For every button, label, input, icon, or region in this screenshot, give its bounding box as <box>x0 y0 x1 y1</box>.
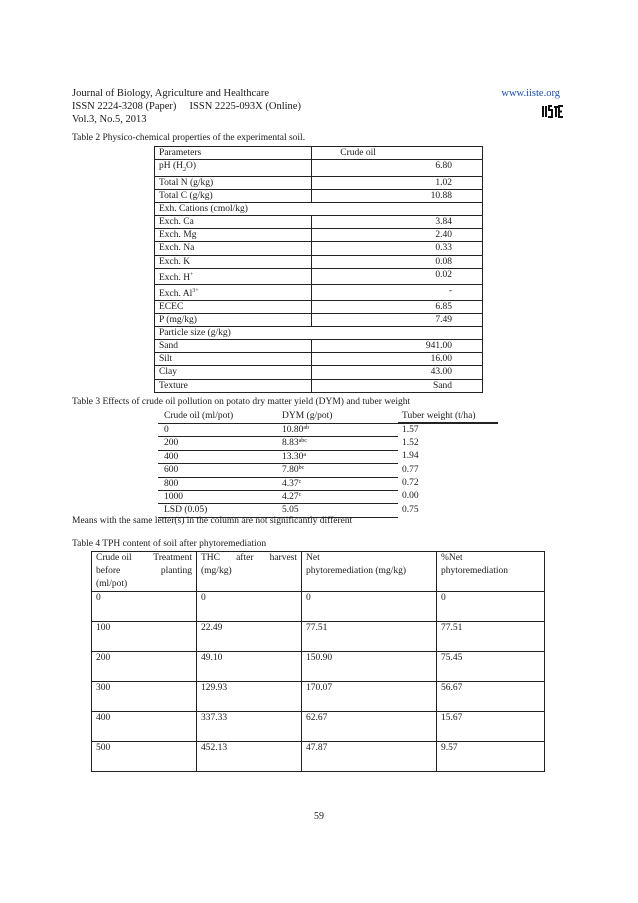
table2-param-cell: ECEC <box>155 300 312 313</box>
table3-dym-cell: 7.80$^{bc}$ <box>278 464 398 477</box>
table4-cell: 0 <box>92 592 197 622</box>
table4-cell: 500 <box>92 742 197 772</box>
table2-row <box>155 255 483 268</box>
table3-dym-cell: 13.30$^a$ <box>278 450 398 463</box>
table3-tuber-cell: 1.52 <box>402 437 419 448</box>
journal-url[interactable]: www.iiste.org <box>501 88 560 99</box>
table3-oil-cell: LSD (0.05) <box>158 504 278 517</box>
table4-cell: 77.51 <box>437 622 545 652</box>
table4-row <box>92 682 545 712</box>
table3-header-cell: Crude oil (ml/pot) <box>158 410 278 423</box>
table3-dym-cell: 4.27$^c$ <box>278 490 398 503</box>
table2-value-cell: 7.49 <box>312 314 483 327</box>
table4-cell: 300 <box>92 682 197 712</box>
table2-row <box>155 366 483 379</box>
table2-param-cell: Exch. H+ <box>155 268 312 284</box>
table3-header-cell: Tuber weight (t/ha) <box>398 410 498 423</box>
table2-row <box>155 300 483 313</box>
table4-cell: 9.57 <box>437 742 545 772</box>
table4-cell: 62.67 <box>302 712 437 742</box>
table2-value-cell: 941.00 <box>312 340 483 353</box>
table4-caption: Table 4 TPH content of soil after phytoremediation <box>72 539 267 549</box>
table2-value-cell: 0.02 <box>312 268 483 284</box>
table2-row <box>155 242 483 255</box>
table2-param-cell: Exch. Ca <box>155 216 312 229</box>
table3-oil-cell: 0 <box>158 423 278 436</box>
table2-row <box>155 268 483 284</box>
journal-title: Journal of Biology, Agriculture and Healthcare <box>72 88 270 99</box>
table4-header-row <box>92 552 545 592</box>
table4-row <box>92 742 545 772</box>
table2-param-cell: Exch. K <box>155 255 312 268</box>
table2-param-cell: Exh. Cations (cmol/kg) <box>155 203 483 216</box>
table2-row <box>155 314 483 327</box>
table2-header-parameters: Parameters <box>155 147 312 160</box>
table4-cell: 56.67 <box>437 682 545 712</box>
table4-cell: 22.49 <box>197 622 302 652</box>
table2-value-cell: 1.02 <box>312 176 483 189</box>
table3-dym-cell: 4.37$^c$ <box>278 477 398 490</box>
table4-row <box>92 592 545 622</box>
table3-row <box>158 490 498 503</box>
table2-value-cell: 43.00 <box>312 366 483 379</box>
table2-param-cell: Exch. Na <box>155 242 312 255</box>
table3-oil-cell: 1000 <box>158 490 278 503</box>
table2-row <box>155 327 483 340</box>
table4 <box>91 551 545 772</box>
table2-value-cell: 0.33 <box>312 242 483 255</box>
table3-header-cell: DYM (g/pot) <box>278 410 398 423</box>
table2-param-cell: Exch. Mg <box>155 229 312 242</box>
table4-cell: 15.67 <box>437 712 545 742</box>
table2-value-cell: - <box>312 284 483 300</box>
iiste-logo <box>541 103 563 119</box>
table2-row <box>155 203 483 216</box>
table2-param-cell: Sand <box>155 340 312 353</box>
table3-tuber-cell: 1.57 <box>402 425 419 436</box>
table2-value-cell: 0.08 <box>312 255 483 268</box>
table4-cell: 150.90 <box>302 652 437 682</box>
table4-cell: 452.13 <box>197 742 302 772</box>
table3-row <box>158 423 498 436</box>
table2-row <box>155 216 483 229</box>
table3 <box>158 410 498 518</box>
table4-header-crude-oil: Crude oil Treatment before planting (ml/pot) <box>92 552 197 592</box>
table3-dym-cell: 8.83$^{abc}$ <box>278 437 398 450</box>
table2-param-cell: Clay <box>155 366 312 379</box>
table2-row <box>155 190 483 203</box>
table2-row <box>155 176 483 189</box>
table2-row <box>155 284 483 300</box>
table2-value-cell: 2.40 <box>312 229 483 242</box>
table3-oil-cell: 400 <box>158 450 278 463</box>
table2-value-cell: 3.84 <box>312 216 483 229</box>
table3-oil-cell: 200 <box>158 437 278 450</box>
table3-row <box>158 464 498 477</box>
table4-cell: 0 <box>302 592 437 622</box>
journal-header <box>72 87 301 126</box>
table3-row <box>158 450 498 463</box>
table2-row <box>155 379 483 392</box>
table2-param-cell: Exch. $Al^{3+}$ <box>155 284 312 300</box>
table2-value-cell: 10.88 <box>312 190 483 203</box>
table2-param-cell: P (mg/kg) <box>155 314 312 327</box>
table4-header-thc: THC after harvest (mg/kg) <box>197 552 302 592</box>
table4-cell: 170.07 <box>302 682 437 712</box>
table2-row <box>155 340 483 353</box>
table4-cell: 47.87 <box>302 742 437 772</box>
table2-row <box>155 353 483 366</box>
table2-param-cell: pH $(H_2O)$ <box>155 160 312 177</box>
table3-note: Means with the same letter(s) in the column are not significantly different <box>72 516 353 526</box>
table4-cell: 100 <box>92 622 197 652</box>
table4-cell: 0 <box>197 592 302 622</box>
table2-caption: Table 2 Physico-chemical properties of the experimental soil. <box>72 133 306 143</box>
journal-issn: ISSN 2224-3208 (Paper) ISSN 2225-093X (Online) <box>72 101 301 112</box>
table4-cell: 0 <box>437 592 545 622</box>
table2-value-cell: 6.85 <box>312 300 483 313</box>
table3-caption: Table 3 Effects of crude oil pollution on potato dry matter yield (DYM) and tuber weight <box>72 397 411 407</box>
table3-header-row <box>158 410 498 423</box>
table4-header-net: Net phytoremediation (mg/kg) <box>302 552 437 592</box>
table2-row <box>155 160 483 177</box>
table4-cell: 200 <box>92 652 197 682</box>
table3-dym-cell: 10.80$^{ab}$ <box>278 423 398 436</box>
table2 <box>154 146 483 393</box>
table3-tuber-cell: 1.94 <box>402 451 419 462</box>
table4-cell: 49.10 <box>197 652 302 682</box>
table4-row <box>92 652 545 682</box>
table3-tuber-cell: 0.75 <box>402 504 419 515</box>
table2-param-cell: Total N (g/kg) <box>155 176 312 189</box>
table3-dym-cell: 5.05 <box>278 504 398 517</box>
table4-cell: 75.45 <box>437 652 545 682</box>
table3-tuber-cell: 0.77 <box>402 464 419 475</box>
table3-tuber-cell: 0.72 <box>402 478 419 489</box>
table3-oil-cell: 600 <box>158 464 278 477</box>
page-number: 59 <box>314 811 324 822</box>
journal-url-block <box>501 87 560 100</box>
table3-oil-cell: 800 <box>158 477 278 490</box>
journal-volume: Vol.3, No.5, 2013 <box>72 114 147 125</box>
table4-cell: 129.93 <box>197 682 302 712</box>
table4-row <box>92 712 545 742</box>
table3-tuber-cell: 0.00 <box>402 491 419 502</box>
table2-value-cell: Sand <box>312 379 483 392</box>
table4-cell: 400 <box>92 712 197 742</box>
table2-value-cell: 6.80 <box>312 160 483 177</box>
table2-param-cell: Total C (g/kg) <box>155 190 312 203</box>
table4-row <box>92 622 545 652</box>
table2-param-cell: Texture <box>155 379 312 392</box>
table2-header-crude-oil: Crude oil <box>312 147 483 160</box>
table2-value-cell: 16.00 <box>312 353 483 366</box>
table2-param-cell: Silt <box>155 353 312 366</box>
table3-row <box>158 477 498 490</box>
table3-row <box>158 437 498 450</box>
table4-cell: 337.33 <box>197 712 302 742</box>
table2-param-cell: Particle size (g/kg) <box>155 327 483 340</box>
table4-header-percent-net: %Net phytoremediation <box>437 552 545 592</box>
table2-header-row <box>155 147 483 160</box>
table2-row <box>155 229 483 242</box>
table4-cell: 77.51 <box>302 622 437 652</box>
